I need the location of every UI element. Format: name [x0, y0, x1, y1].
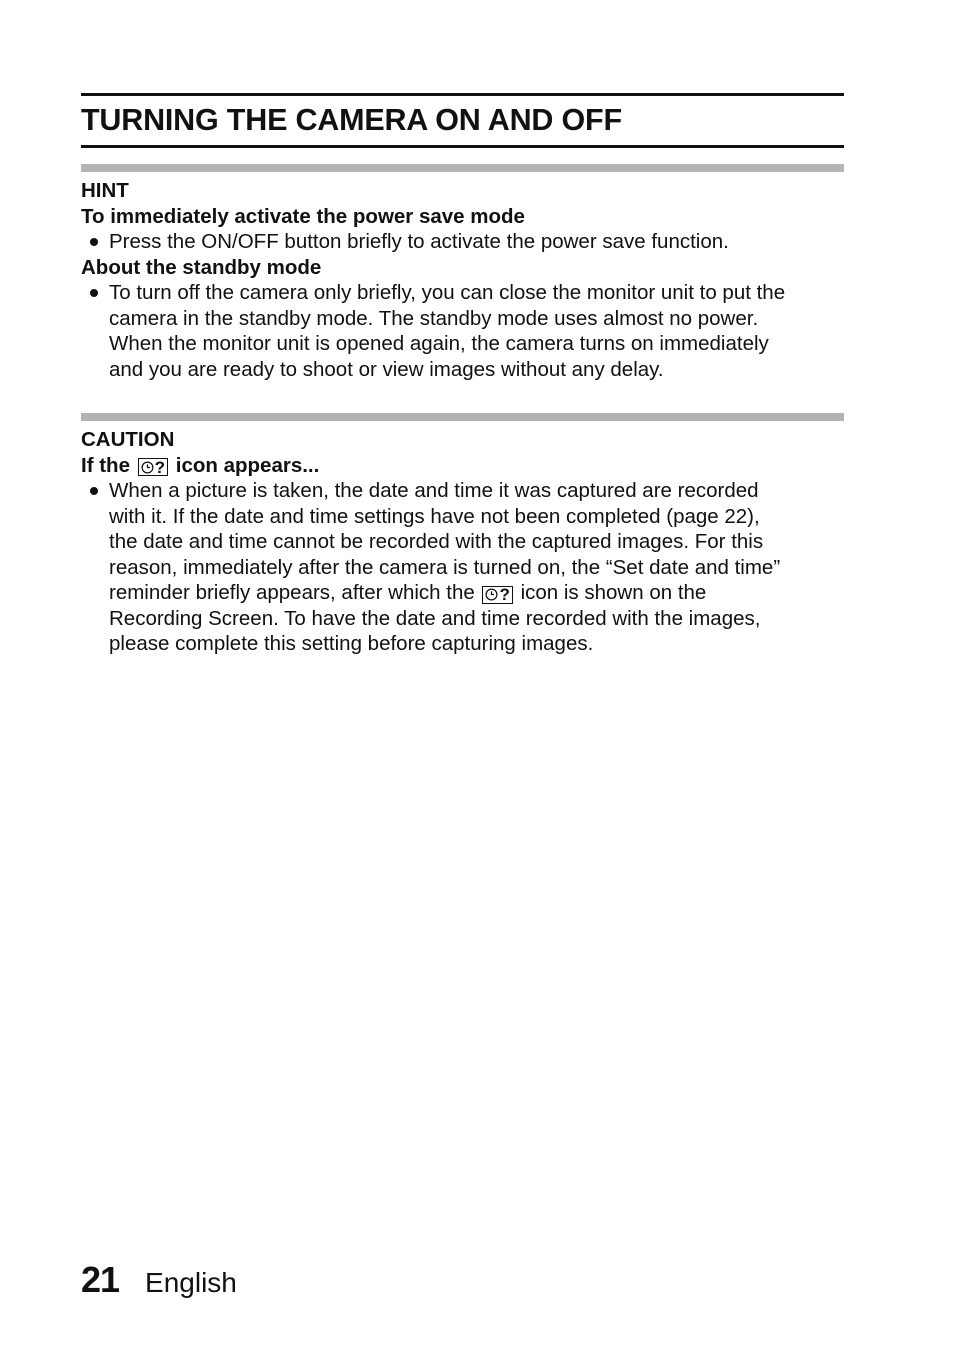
page-title: TURNING THE CAMERA ON AND OFF: [81, 103, 622, 137]
hint-section: [81, 164, 844, 382]
clock-icon: [485, 588, 498, 601]
bullet-line: and you are ready to shoot or view images without any delay.: [109, 357, 664, 381]
bullet-line: To turn off the camera only briefly, you can close the monitor unit to put the: [109, 281, 786, 304]
clock-question-icon: [482, 586, 512, 604]
page-number: 21: [81, 1259, 120, 1300]
line5-post: icon is shown on the: [520, 581, 707, 604]
hint-label: HINT: [81, 179, 129, 202]
language-label: English: [145, 1267, 237, 1298]
hint-divider: [81, 164, 844, 172]
bullet-line: Press the ON/OFF button briefly to activate the power save function.: [109, 230, 729, 253]
page-title-block: [81, 93, 844, 148]
page-footer: [81, 1259, 237, 1301]
caution-heading: [81, 453, 844, 479]
power-save-bullet: [81, 229, 844, 255]
caution-heading-pre: If the: [81, 453, 130, 477]
caution-bullet: [81, 478, 844, 657]
clock-question-icon: [138, 458, 168, 476]
clock-icon: [141, 461, 154, 474]
question-glyph: ?: [499, 585, 510, 604]
caution-section: [81, 413, 844, 657]
bullet-line: camera in the standby mode. The standby mode uses almost no power.: [109, 306, 759, 330]
bullet-line: the date and time cannot be recorded with the captured images. For this: [109, 530, 764, 553]
bullet-line: with it. If the date and time settings have not been completed (page 22),: [109, 504, 760, 528]
bullet-line: please complete this setting before capturing images.: [109, 632, 594, 655]
bullet-line: When the monitor unit is opened again, the camera turns on immediately: [109, 332, 769, 355]
line5-pre: reminder briefly appears, after which the: [109, 581, 475, 604]
power-save-heading: To immediately activate the power save mode: [81, 204, 525, 228]
caution-label: CAUTION: [81, 428, 175, 451]
caution-heading-post: icon appears...: [175, 453, 320, 477]
bullet-line: When a picture is taken, the date and time it was captured are recorded: [109, 479, 759, 502]
standby-bullet: [81, 280, 844, 382]
bullet-line: reason, immediately after the camera is turned on, the “Set date and time”: [109, 555, 781, 579]
bullet-line-with-icon: [109, 580, 844, 606]
bullet-line: Recording Screen. To have the date and time recorded with the images,: [109, 606, 761, 630]
standby-heading: About the standby mode: [81, 255, 322, 279]
question-glyph: ?: [154, 457, 166, 477]
caution-divider: [81, 413, 844, 421]
